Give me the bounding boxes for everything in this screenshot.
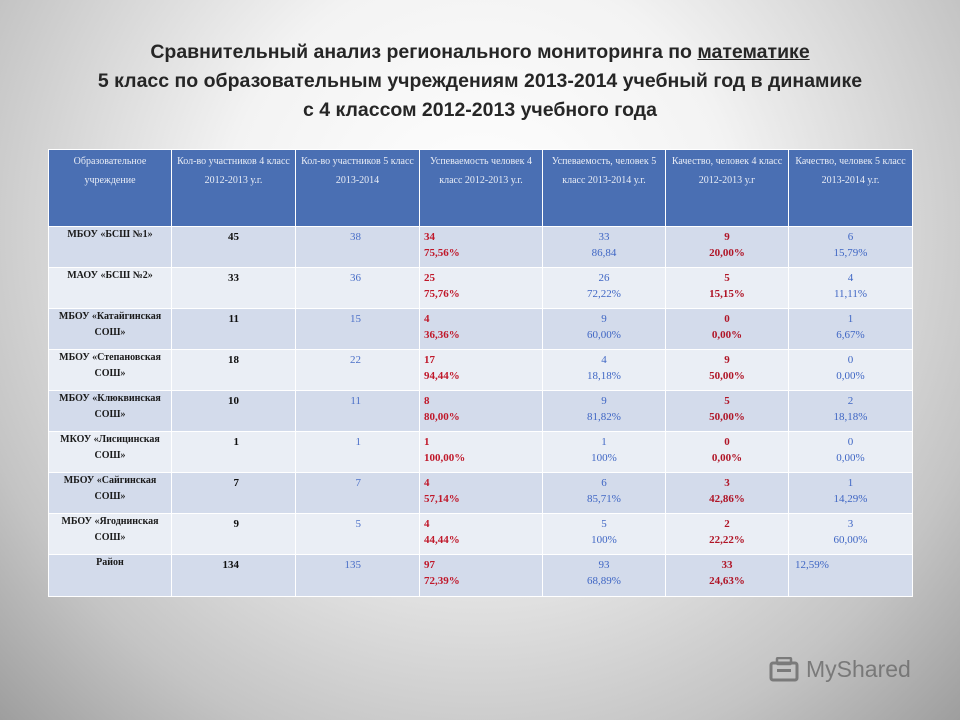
count-4-cell-value: 11 (228, 313, 239, 325)
table-header-row (49, 150, 913, 227)
quality-5-cell-value: 4 (847, 272, 854, 284)
success-4-cell-value: 57,14% (424, 493, 460, 505)
count-4-cell-value: 7 (233, 477, 239, 489)
count-5-cell-value: 22 (350, 354, 361, 366)
quality-5-cell-value: 1 (847, 313, 854, 325)
count-5-cell (296, 227, 420, 268)
success-4-cell (420, 555, 543, 597)
col-header-institution: Образовательное учреждение (49, 150, 172, 227)
success-4-cell-value: 44,44% (424, 534, 460, 546)
quality-5-cell-value: 6,67% (836, 329, 865, 341)
count-4-cell (172, 309, 296, 350)
success-5-cell-value: 6 (601, 477, 607, 489)
success-5-cell-value: 1 (601, 436, 607, 448)
count-4-cell (172, 227, 296, 268)
institution-cell (49, 473, 172, 514)
quality-5-cell-value: 14,29% (833, 493, 868, 505)
count-4-cell-value: 10 (228, 395, 239, 407)
success-5-cell (543, 391, 666, 432)
success-5-cell-value: 9 (601, 395, 607, 407)
quality-4-cell-value: 42,86% (709, 493, 745, 505)
count-4-cell-value: 9 (233, 518, 239, 530)
watermark (768, 656, 911, 683)
success-4-cell-value: 17 (424, 354, 435, 366)
success-5-cell-value: 93 (598, 559, 610, 571)
table-row (49, 227, 913, 268)
quality-4-cell-value: 50,00% (709, 411, 745, 423)
slide-title (40, 38, 920, 125)
success-4-cell (420, 514, 543, 555)
count-4-cell-value: 33 (228, 272, 239, 284)
institution-cell-value: МАОУ «БСШ №2» (67, 270, 153, 281)
col-header-success-5: Успеваемость, человек 5 класс 2013-2014 у.г. (543, 150, 666, 227)
success-5-cell (543, 555, 666, 597)
quality-5-cell-value: 2 (847, 395, 854, 407)
quality-5-cell (789, 432, 913, 473)
success-5-cell-value: 18,18% (587, 370, 621, 382)
table-row (49, 514, 913, 555)
success-5-cell-value: 68,89% (587, 575, 621, 587)
count-5-cell-value: 7 (355, 477, 361, 489)
quality-4-cell-value: 5 (724, 395, 730, 407)
quality-4-cell-value: 20,00% (709, 247, 745, 259)
table-row (49, 350, 913, 391)
count-4-cell-value: 45 (228, 231, 239, 243)
count-5-cell-value: 15 (350, 313, 361, 325)
quality-5-cell-value: 0 (847, 436, 854, 448)
institution-cell-value: МБОУ «Ягоднинская СОШ» (61, 516, 159, 543)
quality-4-cell (666, 432, 789, 473)
count-4-cell-value: 1 (233, 436, 239, 448)
count-5-cell-value: 36 (350, 272, 361, 284)
institution-cell-value: МБОУ «Сайгинская СОШ» (63, 475, 157, 502)
quality-4-cell (666, 268, 789, 309)
success-5-cell-value: 72,22% (587, 288, 621, 300)
count-5-cell (296, 309, 420, 350)
success-4-cell (420, 473, 543, 514)
success-4-cell-value: 4 (424, 313, 430, 325)
count-4-cell (172, 473, 296, 514)
count-4-cell (172, 268, 296, 309)
quality-4-cell (666, 227, 789, 268)
quality-5-cell (789, 350, 913, 391)
success-4-cell-value: 80,00% (424, 411, 460, 423)
success-5-cell-value: 33 (598, 231, 610, 243)
success-4-cell-value: 34 (424, 231, 435, 243)
count-4-cell (172, 391, 296, 432)
col-header-count-5: Кол-во участников 5 класс 2013-2014 (296, 150, 420, 227)
success-5-cell-value: 5 (601, 518, 607, 530)
count-4-cell-value: 134 (222, 559, 239, 571)
title-line-2: 5 класс по образовательным учреждениям 2013-2014 учебный год в динамике (97, 70, 863, 92)
success-5-cell-value: 85,71% (587, 493, 621, 505)
success-4-cell (420, 391, 543, 432)
table-row (49, 432, 913, 473)
quality-5-cell-value: 0,00% (836, 370, 865, 382)
institution-cell (49, 391, 172, 432)
quality-4-cell-value: 0 (724, 313, 730, 325)
quality-5-cell (789, 268, 913, 309)
success-5-cell (543, 473, 666, 514)
quality-4-cell (666, 514, 789, 555)
quality-5-cell-value: 0,00% (836, 452, 865, 464)
count-4-cell (172, 350, 296, 391)
success-5-cell-value: 9 (601, 313, 607, 325)
success-4-cell-value: 100,00% (424, 452, 466, 464)
success-4-cell-value: 36,36% (424, 329, 460, 341)
count-4-cell (172, 432, 296, 473)
success-5-cell (543, 227, 666, 268)
success-5-cell-value: 60,00% (587, 329, 621, 341)
quality-4-cell-value: 50,00% (709, 370, 745, 382)
institution-cell-value: Район (96, 557, 124, 568)
quality-4-cell-value: 0,00% (711, 452, 743, 464)
count-5-cell (296, 391, 420, 432)
quality-4-cell-value: 24,63% (709, 575, 745, 587)
quality-4-cell (666, 309, 789, 350)
count-5-cell-value: 11 (350, 395, 361, 407)
success-5-cell (543, 268, 666, 309)
quality-5-cell (789, 227, 913, 268)
success-5-cell-value: 4 (601, 354, 607, 366)
count-5-cell (296, 432, 420, 473)
table-row (49, 309, 913, 350)
success-4-cell (420, 432, 543, 473)
quality-5-cell-value: 15,79% (833, 247, 868, 259)
quality-4-cell-value: 9 (724, 354, 730, 366)
title-line-3: с 4 классом 2012-2013 учебного года (302, 99, 658, 121)
quality-4-cell-value: 2 (724, 518, 730, 530)
table-row (49, 555, 913, 597)
quality-4-cell-value: 0 (724, 436, 730, 448)
quality-5-cell (789, 514, 913, 555)
quality-5-cell-value: 0 (847, 354, 854, 366)
table-row (49, 391, 913, 432)
quality-4-cell-value: 33 (721, 559, 733, 571)
institution-cell (49, 309, 172, 350)
success-4-cell-value: 4 (424, 518, 430, 530)
quality-5-cell-value: 18,18% (833, 411, 868, 423)
col-header-quality-4: Качество, человек 4 класс 2012-2013 у.г (666, 150, 789, 227)
success-4-cell-value: 4 (424, 477, 430, 489)
success-5-cell-value: 26 (598, 272, 610, 284)
success-5-cell-value: 86,84 (591, 247, 617, 259)
success-4-cell-value: 8 (424, 395, 430, 407)
success-4-cell-value: 25 (424, 272, 435, 284)
institution-cell (49, 555, 172, 597)
quality-5-cell (789, 473, 913, 514)
count-5-cell-value: 38 (350, 231, 361, 243)
col-header-count-4: Кол-во участников 4 класс 2012-2013 у.г. (172, 150, 296, 227)
institution-cell-value: МБОУ «Клюквинская СОШ» (59, 393, 161, 420)
institution-cell-value: МБОУ «Степановская СОШ» (59, 352, 161, 379)
success-4-cell-value: 1 (424, 436, 430, 448)
quality-4-cell-value: 5 (724, 272, 730, 284)
success-5-cell (543, 309, 666, 350)
success-4-cell (420, 227, 543, 268)
col-header-quality-5: Качество, человек 5 класс 2013-2014 у.г. (789, 150, 913, 227)
success-4-cell-value: 94,44% (424, 370, 460, 382)
quality-5-cell-value: 60,00% (833, 534, 868, 546)
institution-cell (49, 227, 172, 268)
table-row (49, 473, 913, 514)
institution-cell-value: МБОУ «Катайгинская СОШ» (58, 311, 162, 338)
count-4-cell (172, 555, 296, 597)
count-5-cell-value: 5 (355, 518, 361, 530)
institution-cell-value: МКОУ «Лисицинская СОШ» (60, 434, 160, 461)
success-5-cell-value: 81,82% (587, 411, 621, 423)
quality-5-cell-value: 1 (847, 477, 854, 489)
success-4-cell (420, 350, 543, 391)
success-4-cell-value: 75,56% (424, 247, 460, 259)
quality-5-cell (789, 555, 913, 597)
success-5-cell-value: 100% (591, 452, 617, 464)
success-4-cell (420, 268, 543, 309)
quality-5-cell-value: 12,59% (795, 559, 829, 571)
col-header-success-4: Успеваемость человек 4 класс 2012-2013 у.г. (420, 150, 543, 227)
monitoring-table (48, 149, 913, 597)
quality-5-cell (789, 391, 913, 432)
count-5-cell-value: 1 (355, 436, 361, 448)
institution-cell (49, 268, 172, 309)
success-5-cell (543, 514, 666, 555)
quality-4-cell-value: 15,15% (709, 288, 745, 300)
success-4-cell-value: 72,39% (424, 575, 460, 587)
count-5-cell (296, 514, 420, 555)
institution-cell-value: МБОУ «БСШ №1» (67, 229, 153, 240)
success-5-cell-value: 100% (591, 534, 617, 546)
quality-4-cell (666, 350, 789, 391)
watermark-logo-icon (768, 657, 802, 683)
success-5-cell (543, 432, 666, 473)
quality-5-cell-value: 11,11% (833, 288, 868, 300)
count-5-cell-value: 135 (344, 559, 361, 571)
title-line-1: Сравнительный анализ регионального мониторинга по математике (150, 41, 810, 63)
quality-4-cell-value: 0,00% (711, 329, 743, 341)
table-row (49, 268, 913, 309)
quality-4-cell (666, 473, 789, 514)
quality-4-cell-value: 3 (724, 477, 730, 489)
quality-4-cell-value: 22,22% (709, 534, 745, 546)
institution-cell (49, 350, 172, 391)
quality-5-cell-value: 6 (847, 231, 854, 243)
success-5-cell (543, 350, 666, 391)
count-5-cell (296, 555, 420, 597)
quality-4-cell (666, 391, 789, 432)
quality-4-cell-value: 9 (724, 231, 730, 243)
count-4-cell-value: 18 (228, 354, 239, 366)
watermark-text: MyShared (806, 656, 911, 682)
count-5-cell (296, 473, 420, 514)
count-5-cell (296, 268, 420, 309)
success-4-cell-value: 75,76% (424, 288, 460, 300)
count-5-cell (296, 350, 420, 391)
count-4-cell (172, 514, 296, 555)
institution-cell (49, 432, 172, 473)
institution-cell (49, 514, 172, 555)
quality-4-cell (666, 555, 789, 597)
success-4-cell (420, 309, 543, 350)
success-4-cell-value: 97 (424, 559, 435, 571)
quality-5-cell (789, 309, 913, 350)
quality-5-cell-value: 3 (847, 518, 854, 530)
